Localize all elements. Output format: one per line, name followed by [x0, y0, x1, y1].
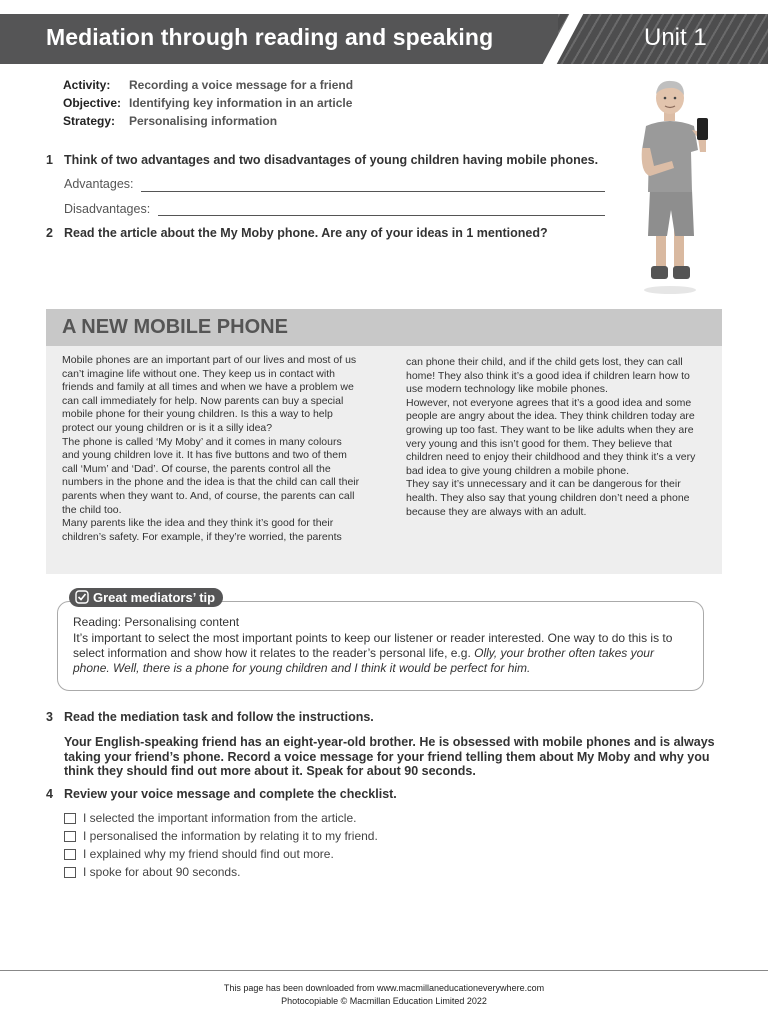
- checklist-item-label: I personalised the information by relating it to my friend.: [83, 829, 378, 843]
- question-2-text: Read the article about the My Moby phone. Are any of your ideas in 1 mentioned?: [64, 226, 548, 240]
- checklist-item[interactable]: [64, 865, 240, 879]
- checkbox[interactable]: [64, 813, 76, 824]
- question-1-text: Think of two advantages and two disadvantages of young children having mobile phones.: [64, 153, 599, 167]
- unit-label: Unit 1: [644, 24, 707, 51]
- article-column-1: [62, 354, 362, 544]
- tip-subtitle: Reading: Personalising content: [73, 615, 240, 629]
- checklist-item-label: I selected the important information from the article.: [83, 811, 357, 825]
- article-box: [46, 309, 722, 574]
- checkbox[interactable]: [64, 831, 76, 842]
- checkbox[interactable]: [64, 867, 76, 878]
- article-paragraph: However, not everyone agrees that it’s a good idea and some people are angry about the idea. They think children today are growing up too fast. They want to be like adults when they are very young and this isn’t good for them. They believe that children need to enjoy their childhood and they think it’s a very bad idea to give young children a mobile phone.: [406, 396, 696, 477]
- question-2-number: 2: [46, 226, 53, 240]
- checklist-item[interactable]: [64, 811, 356, 825]
- objective-key: Objective:: [63, 96, 122, 110]
- checkbox[interactable]: [64, 849, 76, 860]
- checkmark-icon: [75, 590, 89, 604]
- checklist-item-label: I explained why my friend should find out more.: [83, 847, 334, 861]
- question-2: [46, 226, 548, 240]
- checklist-item[interactable]: [64, 829, 378, 843]
- advantages-answer-line[interactable]: [141, 191, 605, 192]
- advantages-label: Advantages:: [64, 177, 134, 191]
- question-3: [46, 710, 374, 724]
- checklist-item[interactable]: [64, 847, 334, 861]
- article-paragraph: Many parents like the idea and they think it’s good for their children’s safety. For example, if they’re worried, the parents: [62, 517, 342, 543]
- activity-value: Recording a voice message for a friend: [129, 78, 354, 92]
- boy-with-phone-image: [628, 78, 728, 298]
- strategy-key: Strategy:: [63, 114, 116, 128]
- article-paragraph: can phone their child, and if the child gets lost, they can call home! They also think it’s a good idea if children learn how to use modern technology like mobile phones.: [406, 356, 690, 396]
- tip-badge: [69, 588, 223, 607]
- page-title: Mediation through reading and speaking: [46, 24, 494, 50]
- tip-body: [73, 631, 693, 676]
- activity-row: [63, 76, 353, 94]
- objective-row: [63, 94, 353, 112]
- article-column-2: [406, 356, 706, 519]
- activity-info: [63, 76, 353, 130]
- disadvantages-label: Disadvantages:: [64, 202, 151, 216]
- activity-key: Activity:: [63, 78, 111, 92]
- question-4-number: 4: [46, 787, 53, 801]
- disadvantages-answer-line[interactable]: [158, 215, 605, 216]
- checklist-item-label: I spoke for about 90 seconds.: [83, 865, 241, 879]
- footer-copyright: Photocopiable © Macmillan Education Limited 2022: [281, 996, 487, 1006]
- mediation-task: Your English-speaking friend has an eight-year-old brother. He is obsessed with mobile phones and is always taking your friend’s phone. Record a voice message for your friend telling them about My Moby and why you think they should find out more about it. Speak for about 90 seconds.: [64, 735, 715, 778]
- article-paragraph: The phone is called ‘My Moby’ and it comes in many colours and young children love it. It has five buttons and two of them call ‘Mum’ and ‘Dad’. Of course, the parents control all the numbers in the phone and the idea is that the child can call their parents when they want to. And, of course, the parents can call the child too.: [62, 435, 360, 516]
- header-banner: [0, 14, 768, 64]
- question-3-number: 3: [46, 710, 53, 724]
- question-3-text: Read the mediation task and follow the instructions.: [64, 710, 374, 724]
- tip-body-example: Olly, your brother often takes your phone. Well, there is a phone for young children and I think it would be perfect for him.: [73, 646, 654, 675]
- strategy-value: Personalising information: [129, 114, 278, 128]
- question-1-number: 1: [46, 153, 53, 167]
- mediators-tip-box: [57, 601, 704, 691]
- article-title: A NEW MOBILE PHONE: [62, 316, 288, 338]
- tip-badge-label: Great mediators’ tip: [93, 590, 216, 605]
- footer-divider: [0, 970, 768, 971]
- question-4-text: Review your voice message and complete the checklist.: [64, 787, 397, 801]
- question-1: [46, 153, 599, 167]
- strategy-row: [63, 112, 353, 130]
- tip-body-text: It’s important to select the most important points to keep our listener or reader interested. One way to do this is to select information and show how it relates to the reader’s personal life, e.g.: [73, 631, 673, 660]
- footer-download-note: This page has been downloaded from www.macmillaneducationeverywhere.com: [223, 983, 545, 993]
- article-paragraph: Mobile phones are an important part of our lives and most of us can’t imagine life without one. They keep us in contact with friends and family at all times and when we have a problem we can call immediately for help. Now parents can buy a special mobile phone for their young children. Is this a way to help protect our young children or is it a silly idea?: [62, 354, 357, 434]
- article-paragraph: They say it’s unnecessary and it can be dangerous for their health. They also say that young children don’t need a phone because they are always with an adult.: [406, 478, 690, 518]
- question-4: [46, 787, 397, 801]
- objective-value: Identifying key information in an article: [129, 96, 353, 110]
